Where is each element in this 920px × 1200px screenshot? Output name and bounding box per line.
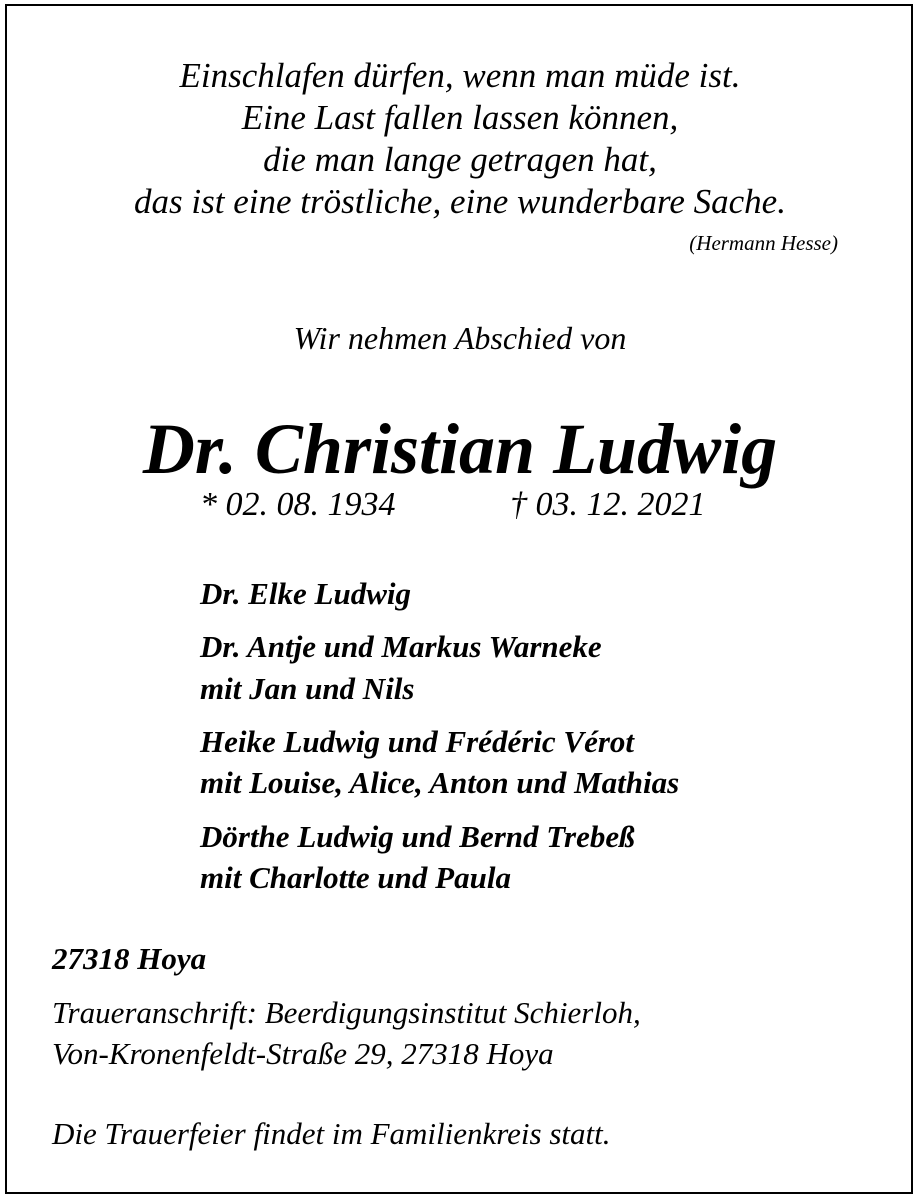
poem-line: Einschlafen dürfen, wenn man müde ist. — [179, 56, 741, 95]
ceremony-note: Die Trauerfeier findet im Familienkreis statt. — [52, 1116, 611, 1151]
family-member: Heike Ludwig und Frédéric Vérot — [200, 724, 634, 759]
farewell-intro: Wir nehmen Abschied von — [293, 320, 627, 356]
poem-line: die man lange getragen hat, — [263, 140, 657, 179]
birth-date: * 02. 08. 1934 — [200, 486, 396, 523]
mourning-address: Von-Kronenfeldt-Straße 29, 27318 Hoya — [52, 1036, 554, 1071]
poem-line: Eine Last fallen lassen können, — [241, 98, 679, 137]
family-member-children: mit Charlotte und Paula — [200, 860, 511, 895]
family-member-children: mit Jan und Nils — [200, 671, 415, 706]
family-member: Dr. Antje und Markus Warneke — [200, 629, 602, 664]
place: 27318 Hoya — [52, 941, 207, 976]
mourning-address: Traueranschrift: Beerdigungsinstitut Schierloh, — [52, 995, 641, 1030]
poem-line: das ist eine tröstliche, eine wunderbare Sache. — [134, 182, 786, 221]
family-member: Dörthe Ludwig und Bernd Trebeß — [200, 819, 635, 854]
family-member: Dr. Elke Ludwig — [200, 576, 412, 611]
deceased-name: Dr. Christian Ludwig — [142, 409, 778, 489]
poem-author: (Hermann Hesse) — [689, 231, 838, 255]
death-date: † 03. 12. 2021 — [510, 486, 706, 523]
family-member-children: mit Louise, Alice, Anton und Mathias — [200, 765, 680, 800]
